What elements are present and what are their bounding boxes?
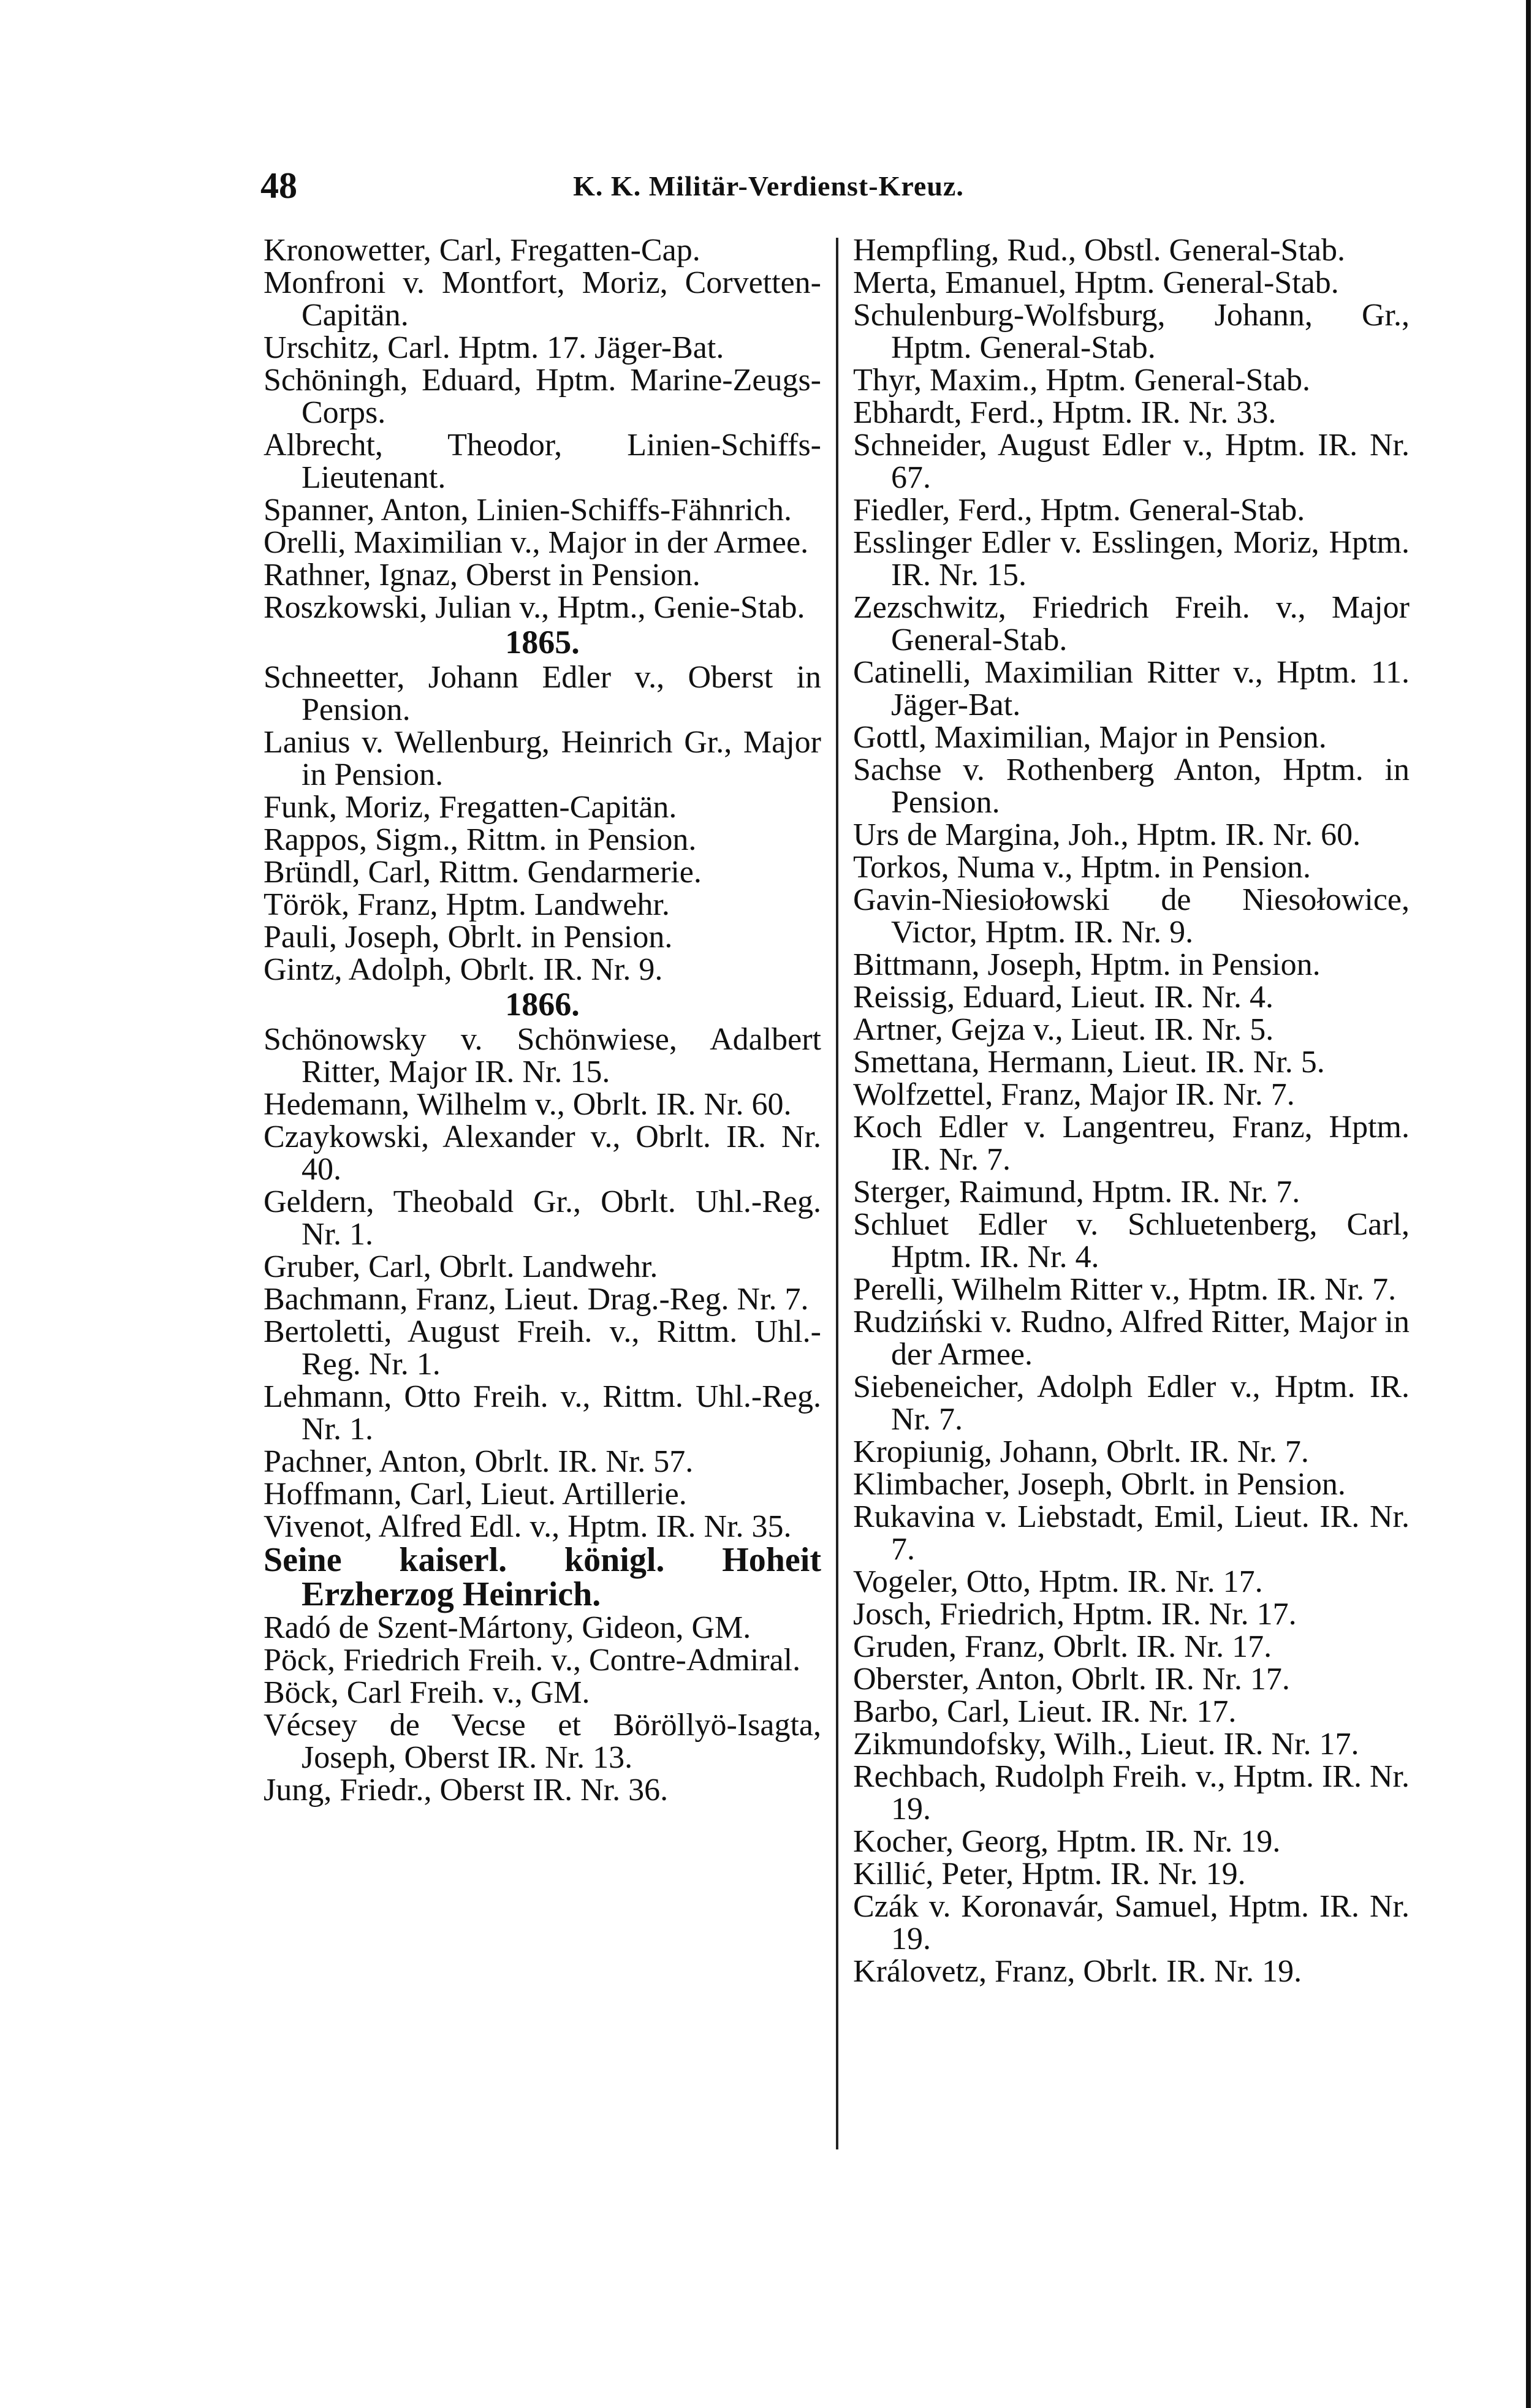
list-entry: Radó de Szent-Mártony, Gideon, GM. <box>264 1610 751 1645</box>
list-entry: Albrecht, Theodor, Linien-Schiffs-Lieutenant. <box>264 428 821 495</box>
list-entry: Urs de Margina, Joh., Hptm. IR. Nr. 60. <box>853 817 1361 852</box>
list-entry: Kronowetter, Carl, Fregatten-Cap. <box>264 233 700 268</box>
list-entry: Ebhardt, Ferd., Hptm. IR. Nr. 33. <box>853 395 1277 430</box>
list-entry: Zezschwitz, Friedrich Freih. v., Major General-Stab. <box>853 590 1410 657</box>
list-entry: Smettana, Hermann, Lieut. IR. Nr. 5. <box>853 1045 1325 1080</box>
left-column <box>264 234 821 1806</box>
list-entry: Bründl, Carl, Rittm. Gendarmerie. <box>264 855 702 890</box>
column-divider <box>836 238 838 2149</box>
list-entry: Czaykowski, Alexander v., Obrlt. IR. Nr. 40. <box>264 1119 821 1187</box>
list-entry: Czák v. Koronavár, Samuel, Hptm. IR. Nr. 19. <box>853 1889 1410 1956</box>
list-entry: Vivenot, Alfred Edl. v., Hptm. IR. Nr. 35. <box>264 1509 792 1544</box>
list-entry: Wolfzettel, Franz, Major IR. Nr. 7. <box>853 1077 1295 1112</box>
list-entry: Kropiunig, Johann, Obrlt. IR. Nr. 7. <box>853 1434 1309 1469</box>
list-entry: Torkos, Numa v., Hptm. in Pension. <box>853 850 1311 885</box>
running-head: K. K. Militär-Verdienst-Kreuz. <box>573 170 964 202</box>
list-entry: Zikmundofsky, Wilh., Lieut. IR. Nr. 17. <box>853 1727 1359 1762</box>
list-entry: Hempfling, Rud., Obstl. General-Stab. <box>853 233 1345 268</box>
list-entry: Schönowsky v. Schönwiese, Adalbert Ritter, Major IR. Nr. 15. <box>264 1022 821 1089</box>
list-entry: Rechbach, Rudolph Freih. v., Hptm. IR. Nr. 19. <box>853 1759 1410 1827</box>
list-entry: Killić, Peter, Hptm. IR. Nr. 19. <box>853 1857 1246 1891</box>
list-entry: Pachner, Anton, Obrlt. IR. Nr. 57. <box>264 1444 694 1479</box>
list-entry: Rukavina v. Liebstadt, Emil, Lieut. IR. Nr. 7. <box>853 1499 1410 1567</box>
list-entry: Bittmann, Joseph, Hptm. in Pension. <box>853 947 1321 982</box>
list-entry: Thyr, Maxim., Hptm. General-Stab. <box>853 363 1310 398</box>
list-entry: Vogeler, Otto, Hptm. IR. Nr. 17. <box>853 1564 1263 1599</box>
right-column <box>853 234 1410 1988</box>
list-entry: Török, Franz, Hptm. Landwehr. <box>264 887 670 922</box>
list-entry: Artner, Gejza v., Lieut. IR. Nr. 5. <box>853 1012 1274 1047</box>
list-entry: Rudziński v. Rudno, Alfred Ritter, Major in der Armee. <box>853 1304 1410 1372</box>
list-entry: Rappos, Sigm., Rittm. in Pension. <box>264 822 697 857</box>
list-entry: Urschitz, Carl. Hptm. 17. Jäger-Bat. <box>264 330 724 365</box>
year-heading: 1866. <box>505 986 580 1023</box>
list-entry: Gintz, Adolph, Obrlt. IR. Nr. 9. <box>264 952 663 987</box>
list-entry: Lehmann, Otto Freih. v., Rittm. Uhl.-Reg. Nr. 1. <box>264 1379 821 1447</box>
list-entry: Orelli, Maximilian v., Major in der Armee. <box>264 525 809 560</box>
list-entry: Schneider, August Edler v., Hptm. IR. Nr. 67. <box>853 428 1410 495</box>
list-entry: Schulenburg-Wolfsburg, Johann, Gr., Hptm. General-Stab. <box>853 298 1410 365</box>
list-entry: Böck, Carl Freih. v., GM. <box>264 1675 590 1710</box>
list-entry: Královetz, Franz, Obrlt. IR. Nr. 19. <box>853 1954 1302 1989</box>
list-entry: Siebeneicher, Adolph Edler v., Hptm. IR. Nr. 7. <box>853 1369 1410 1437</box>
list-entry: Hedemann, Wilhelm v., Obrlt. IR. Nr. 60. <box>264 1087 792 1122</box>
page-header <box>0 164 1537 213</box>
list-entry: Bertoletti, August Freih. v., Rittm. Uhl.-Reg. Nr. 1. <box>264 1314 821 1382</box>
list-entry: Schöningh, Eduard, Hptm. Marine-Zeugs-Corps. <box>264 363 821 430</box>
list-entry: Funk, Moriz, Fregatten-Capitän. <box>264 790 677 825</box>
list-entry: Reissig, Eduard, Lieut. IR. Nr. 4. <box>853 980 1274 1015</box>
list-entry: Kocher, Georg, Hptm. IR. Nr. 19. <box>853 1824 1281 1859</box>
list-entry: Oberster, Anton, Obrlt. IR. Nr. 17. <box>853 1662 1290 1697</box>
list-entry: Sterger, Raimund, Hptm. IR. Nr. 7. <box>853 1175 1300 1210</box>
list-entry: Monfroni v. Montfort, Moriz, Corvetten-Capitän. <box>264 265 821 333</box>
list-entry: Pöck, Friedrich Freih. v., Contre-Admiral. <box>264 1643 801 1678</box>
list-entry: Perelli, Wilhelm Ritter v., Hptm. IR. Nr. 7. <box>853 1272 1397 1307</box>
list-entry: Koch Edler v. Langentreu, Franz, Hptm. IR. Nr. 7. <box>853 1110 1410 1177</box>
list-entry: Vécsey de Vecse et Böröllyö-Isagta, Joseph, Oberst IR. Nr. 13. <box>264 1708 821 1775</box>
list-entry: Gruber, Carl, Obrlt. Landwehr. <box>264 1249 658 1284</box>
royal-entry: Seine kaiserl. königl. Hoheit Erzherzog Heinrich. <box>264 1541 821 1613</box>
list-entry: Barbo, Carl, Lieut. IR. Nr. 17. <box>853 1694 1237 1729</box>
list-entry: Rathner, Ignaz, Oberst in Pension. <box>264 558 700 593</box>
list-entry: Catinelli, Maximilian Ritter v., Hptm. 11. Jäger-Bat. <box>853 655 1410 722</box>
list-entry: Schneetter, Johann Edler v., Oberst in Pension. <box>264 660 821 727</box>
page-edge-border <box>1526 0 1531 2408</box>
list-entry: Esslinger Edler v. Esslingen, Moriz, Hptm. IR. Nr. 15. <box>853 525 1410 593</box>
year-heading: 1865. <box>505 624 580 661</box>
list-entry: Geldern, Theobald Gr., Obrlt. Uhl.-Reg. Nr. 1. <box>264 1184 821 1252</box>
list-entry: Gavin-Niesiołowski de Niesołowice, Victor, Hptm. IR. Nr. 9. <box>853 882 1410 950</box>
list-entry: Merta, Emanuel, Hptm. General-Stab. <box>853 265 1339 300</box>
list-entry: Schluet Edler v. Schluetenberg, Carl, Hptm. IR. Nr. 4. <box>853 1207 1410 1274</box>
list-entry: Gruden, Franz, Obrlt. IR. Nr. 17. <box>853 1629 1272 1664</box>
list-entry: Hoffmann, Carl, Lieut. Artillerie. <box>264 1477 687 1512</box>
list-entry: Roszkowski, Julian v., Hptm., Genie-Stab. <box>264 590 805 625</box>
list-entry: Jung, Friedr., Oberst IR. Nr. 36. <box>264 1773 669 1808</box>
list-entry: Spanner, Anton, Linien-Schiffs-Fähnrich. <box>264 493 792 528</box>
list-entry: Gottl, Maximilian, Major in Pension. <box>853 720 1327 755</box>
list-entry: Sachse v. Rothenberg Anton, Hptm. in Pension. <box>853 752 1410 820</box>
list-entry: Fiedler, Ferd., Hptm. General-Stab. <box>853 493 1305 528</box>
list-entry: Josch, Friedrich, Hptm. IR. Nr. 17. <box>853 1597 1297 1632</box>
page-number: 48 <box>260 165 297 206</box>
list-entry: Pauli, Joseph, Obrlt. in Pension. <box>264 920 673 955</box>
list-entry: Bachmann, Franz, Lieut. Drag.-Reg. Nr. 7. <box>264 1282 809 1317</box>
list-entry: Klimbacher, Joseph, Obrlt. in Pension. <box>853 1467 1346 1502</box>
list-entry: Lanius v. Wellenburg, Heinrich Gr., Major in Pension. <box>264 725 821 792</box>
